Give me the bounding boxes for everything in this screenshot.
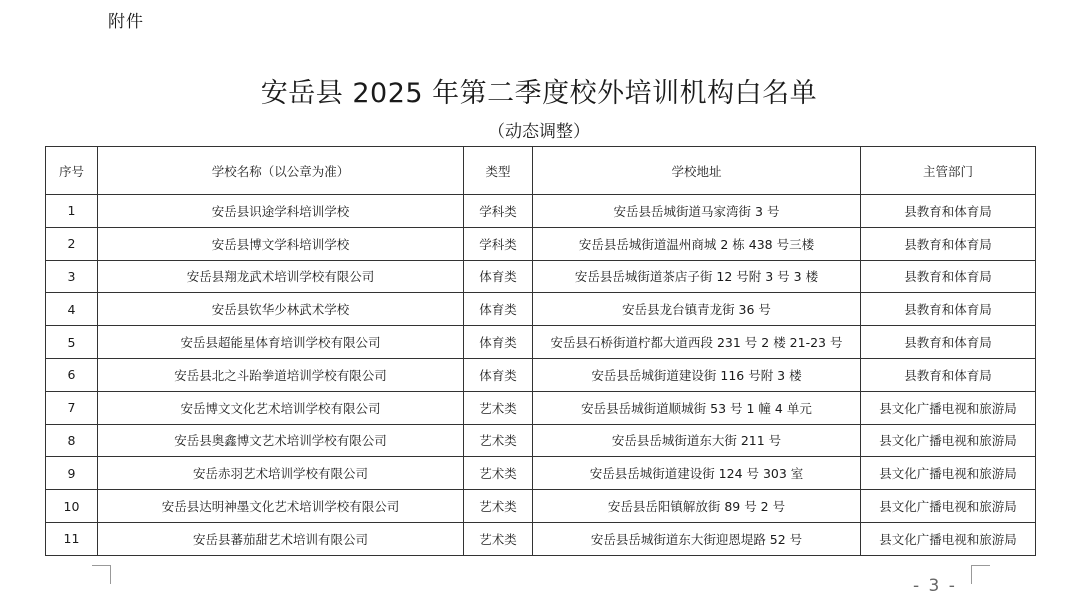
cell-school-name: 安岳县北之斗跆拳道培训学校有限公司	[98, 358, 464, 391]
cell-department: 县文化广播电视和旅游局	[861, 391, 1036, 424]
table-row	[46, 424, 1036, 457]
cell-department: 县文化广播电视和旅游局	[861, 457, 1036, 490]
cell-address: 安岳县龙台镇青龙街 36 号	[533, 293, 861, 326]
cell-type: 艺术类	[464, 457, 533, 490]
cell-school-name: 安岳县博文学科培训学校	[98, 227, 464, 260]
table-row	[46, 227, 1036, 260]
cell-department: 县教育和体育局	[861, 326, 1036, 359]
cell-address: 安岳县岳城街道东大街 211 号	[533, 424, 861, 457]
cell-index: 6	[46, 358, 98, 391]
cell-address: 安岳县岳城街道顺城街 53 号 1 幢 4 单元	[533, 391, 861, 424]
table-row	[46, 522, 1036, 555]
header-index: 序号	[46, 147, 98, 195]
cell-department: 县文化广播电视和旅游局	[861, 522, 1036, 555]
cell-department: 县教育和体育局	[861, 260, 1036, 293]
cell-school-name: 安岳县识途学科培训学校	[98, 195, 464, 228]
cell-index: 1	[46, 195, 98, 228]
cell-school-name: 安岳县蕃茄甜艺术培训有限公司	[98, 522, 464, 555]
cell-department: 县教育和体育局	[861, 358, 1036, 391]
table-row	[46, 260, 1036, 293]
cell-school-name: 安岳赤羽艺术培训学校有限公司	[98, 457, 464, 490]
crop-mark-left	[92, 565, 111, 584]
page-number: - 3 -	[913, 576, 957, 596]
cell-index: 3	[46, 260, 98, 293]
table-row	[46, 490, 1036, 523]
document-subtitle: （动态调整）	[488, 122, 590, 142]
whitelist-table	[45, 146, 1036, 556]
cell-address: 安岳县岳城街道马家湾街 3 号	[533, 195, 861, 228]
cell-type: 艺术类	[464, 424, 533, 457]
cell-department: 县文化广播电视和旅游局	[861, 424, 1036, 457]
cell-school-name: 安岳县钦华少林武术学校	[98, 293, 464, 326]
header-department: 主管部门	[861, 147, 1036, 195]
cell-type: 学科类	[464, 227, 533, 260]
cell-index: 5	[46, 326, 98, 359]
cell-address: 安岳县石桥街道柠都大道西段 231 号 2 楼 21-23 号	[533, 326, 861, 359]
cell-index: 4	[46, 293, 98, 326]
cell-address: 安岳县岳城街道温州商城 2 栋 438 号三楼	[533, 227, 861, 260]
cell-index: 8	[46, 424, 98, 457]
header-school-name: 学校名称（以公章为准）	[98, 147, 464, 195]
header-type: 类型	[464, 147, 533, 195]
cell-index: 9	[46, 457, 98, 490]
cell-department: 县教育和体育局	[861, 293, 1036, 326]
table-row	[46, 457, 1036, 490]
cell-school-name: 安岳县超能星体育培训学校有限公司	[98, 326, 464, 359]
cell-department: 县教育和体育局	[861, 227, 1036, 260]
cell-department: 县文化广播电视和旅游局	[861, 490, 1036, 523]
table-row	[46, 358, 1036, 391]
header-address: 学校地址	[533, 147, 861, 195]
cell-index: 10	[46, 490, 98, 523]
cell-type: 体育类	[464, 293, 533, 326]
cell-school-name: 安岳县奥鑫博文艺术培训学校有限公司	[98, 424, 464, 457]
cell-type: 艺术类	[464, 490, 533, 523]
cell-type: 体育类	[464, 260, 533, 293]
table-row	[46, 293, 1036, 326]
cell-address: 安岳县岳城街道建设街 116 号附 3 楼	[533, 358, 861, 391]
cell-school-name: 安岳县达明神墨文化艺术培训学校有限公司	[98, 490, 464, 523]
table-row	[46, 391, 1036, 424]
cell-type: 艺术类	[464, 391, 533, 424]
table-row	[46, 326, 1036, 359]
cell-school-name: 安岳县翔龙武术培训学校有限公司	[98, 260, 464, 293]
table-header-row	[46, 147, 1036, 195]
cell-address: 安岳县岳阳镇解放街 89 号 2 号	[533, 490, 861, 523]
cell-index: 11	[46, 522, 98, 555]
cell-school-name: 安岳博文文化艺术培训学校有限公司	[98, 391, 464, 424]
cell-address: 安岳县岳城街道建设街 124 号 303 室	[533, 457, 861, 490]
cell-department: 县教育和体育局	[861, 195, 1036, 228]
cell-type: 艺术类	[464, 522, 533, 555]
document-title: 安岳县 2025 年第二季度校外培训机构白名单	[260, 78, 818, 109]
cell-type: 学科类	[464, 195, 533, 228]
cell-type: 体育类	[464, 326, 533, 359]
cell-index: 2	[46, 227, 98, 260]
cell-address: 安岳县岳城街道东大街迎恩堤路 52 号	[533, 522, 861, 555]
table-row	[46, 195, 1036, 228]
cell-index: 7	[46, 391, 98, 424]
cell-type: 体育类	[464, 358, 533, 391]
crop-mark-right	[971, 565, 990, 584]
cell-address: 安岳县岳城街道茶店子街 12 号附 3 号 3 楼	[533, 260, 861, 293]
attachment-label: 附件	[108, 12, 144, 32]
